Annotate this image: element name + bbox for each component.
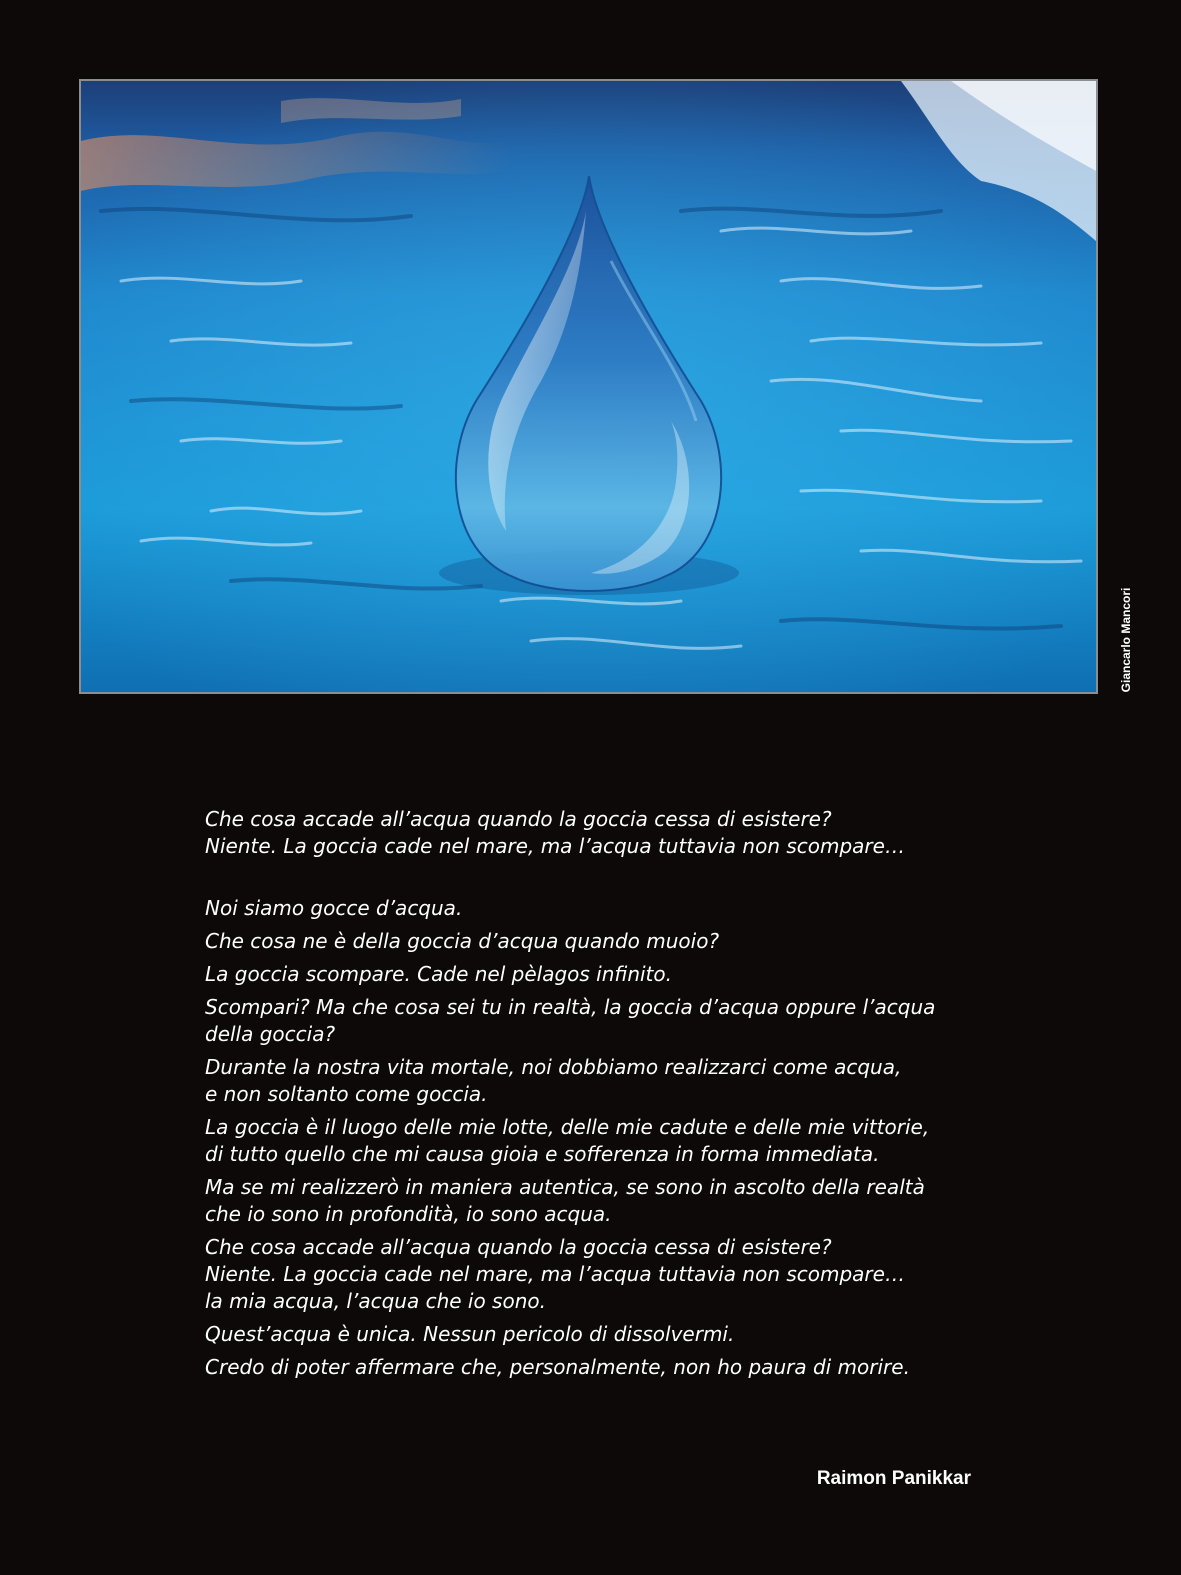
poem-line: Durante la nostra vita mortale, noi dobbiamo realizzarci come acqua, e non soltanto come goccia. <box>205 1055 902 1106</box>
water-drop-icon <box>81 81 1096 692</box>
intro-paragraph: Che cosa accade all’acqua quando la goccia cessa di esistere? Niente. La goccia cade nel mare, ma l’acqua tuttavia non scompare… <box>205 807 905 858</box>
poem-line: Scompari? Ma che cosa sei tu in realtà, la goccia d’acqua oppure l’acqua della goccia? <box>205 995 936 1046</box>
poem-line: Che cosa ne è della goccia d’acqua quando muoio? <box>205 929 720 953</box>
poem-line: Noi siamo gocce d’acqua. <box>205 896 463 920</box>
author-name: Raimon Panikkar <box>816 1468 971 1489</box>
poem-line: La goccia è il luogo delle mie lotte, delle mie cadute e delle mie vittorie, di tutto quello che mi causa gioia e sofferenza in forma immediata. <box>205 1115 930 1166</box>
poem-line: Credo di poter affermare che, personalmente, non ho paura di morire. <box>205 1355 910 1379</box>
water-photo <box>79 79 1098 694</box>
poem-line: Che cosa accade all’acqua quando la goccia cessa di esistere? Niente. La goccia cade nel mare, ma l’acqua tuttavia non scompare… la mia acqua, l’acqua che io sono. <box>205 1235 905 1313</box>
poem-line: Ma se mi realizzerò in maniera autentica, se sono in ascolto della realtà che io sono in profondità, io sono acqua. <box>205 1175 925 1226</box>
poem-line: La goccia scompare. Cade nel pèlagos infinito. <box>205 962 672 986</box>
poem-line: Quest’acqua è unica. Nessun pericolo di dissolvermi. <box>205 1322 735 1346</box>
poem <box>205 806 1005 1387</box>
photo-credit: Giancarlo Mancori <box>1119 587 1133 693</box>
poem-intro <box>205 806 1005 860</box>
